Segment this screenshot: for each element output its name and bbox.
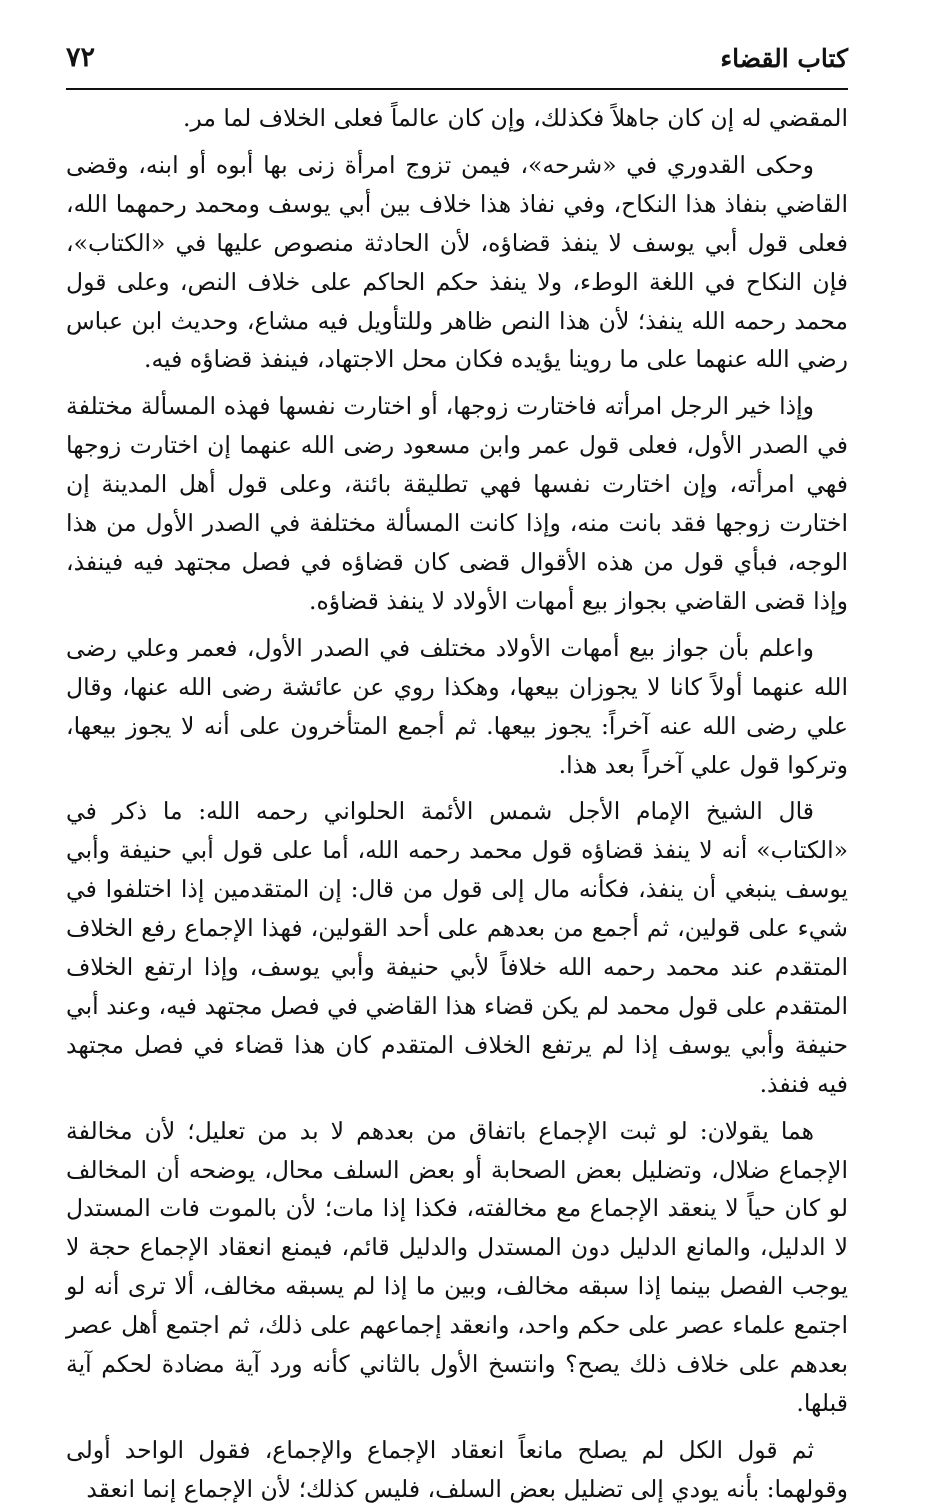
paragraph: واعلم بأن جواز بيع أمهات الأولاد مختلف في الصدر الأول، فعمر وعلي رضى الله عنهما أولاً كانا لا يجوزان بيعها، وهكذا روي عن عائشة رضى الله عنها، وقال علي رضى الله عنه آخراً: يجوز بيعها. ثم أجمع المتأخرون على أنه لا يجوز بيعها، وتركوا قول علي آخراً بعد هذا. <box>66 633 848 779</box>
running-title: كتاب القضاء <box>720 44 848 73</box>
paragraph: قال الشيخ الإمام الأجل شمس الأئمة الحلواني رحمه الله: ما ذكر في «الكتاب» أنه لا ينفذ قضاؤه قول محمد رحمه الله، أما على قول أبي حنيفة وأبي يوسف ينبغي أن ينفذ، فكأنه مال إلى قول من قال: إن المتقدمين إذا اختلفوا في شيء على قولين، ثم أجمع من بعدهم على أحد القولين، فهذا الإجماع رفع الخلاف المتقدم عند محمد رحمه الله خلافاً لأبي حنيفة وأبي يوسف، وإذا ارتفع الخلاف المتقدم على قول محمد لم يكن قضاء هذا القاضي في فصل مجتهد فيه، وعند أبي حنيفة وأبي يوسف إذا لم يرتفع الخلاف المتقدم كان هذا قضاء في فصل مجتهد فيه فنفذ. <box>66 797 848 1098</box>
paragraph: هما يقولان: لو ثبت الإجماع باتفاق من بعدهم لا بد من تعليل؛ لأن مخالفة الإجماع ضلال، وتضليل بعض الصحابة أو بعض السلف محال، يوضحه أن المخالف لو كان حياً لا ينعقد الإجماع مع مخالفته، فكذا إذا مات؛ لأن بالموت فات المستدل لا الدليل، والمانع الدليل دون المستدل والدليل قائم، فيمنع انعقاد الإجماع حجة لا يوجب الفصل بينما إذا سبقه مخالف، وبين ما إذا لم يسبقه مخالف، ألا ترى أنه لو اجتمع علماء عصر على حكم واحد، وانعقد إجماعهم على ذلك، ثم اجتمع أهل عصر بعدهم على خلاف ذلك يصح؟ وانتسخ الأول بالثاني كأنه ورد آية مضادة لحكم آية قبلها. <box>66 1116 848 1417</box>
paragraph: ثم قول الكل لم يصلح مانعاً انعقاد الإجماع والإجماع، فقول الواحد أولى وقولهما: بأنه يودي إلى تضليل بعض السلف، فليس كذلك؛ لأن الإجماع إنما انعقد <box>66 1435 848 1503</box>
book-page <box>66 40 848 1503</box>
page-body <box>66 99 848 1509</box>
paragraph: وإذا خير الرجل امرأته فاختارت زوجها، أو اختارت نفسها فهذه المسألة مختلفة في الصدر الأول، فعلى قول عمر وابن مسعود رضى الله عنهما إن اختارت زوجها فهي امرأته، وإن اختارت نفسها فهي تطليقة بائنة، وعلى قول أهل المدينة إن اختارت زوجها فقد بانت منه، وإذا كانت المسألة مختلفة في الصدر الأول من هذا الوجه، فبأي قول من هذه الأقوال قضى كان قضاؤه في فصل مجتهد فيه فينفذ، وإذا قضى القاضي بجواز بيع أمهات الأولاد لا ينفذ قضاؤه. <box>66 392 848 615</box>
page-number: ٧٢ <box>66 42 96 73</box>
paragraph: المقضي له إن كان جاهلاً فكذلك، وإن كان عالماً فعلى الخلاف لما مر. <box>182 104 848 132</box>
page-header <box>66 40 848 90</box>
paragraph: وحكى القدوري في «شرحه»، فيمن تزوج امرأة زنى بها أبوه أو ابنه، وقضى القاضي بنفاذ هذا النكاح، وفي نفاذ هذا خلاف بين أبي يوسف ومحمد رحمهما الله، فعلى قول أبي يوسف لا ينفذ قضاؤه، لأن الحادثة منصوص عليها في «الكتاب»، فإن النكاح في اللغة الوطء، ولا ينفذ حكم الحاكم على خلاف النص، وعلى قول محمد رحمه الله ينفذ؛ لأن هذا النص ظاهر وللتأويل فيه مشاع، وحديث ابن عباس رضي الله عنهما على ما روينا يؤيده فكان محل الاجتهاد، فينفذ قضاؤه فيه. <box>66 150 848 374</box>
